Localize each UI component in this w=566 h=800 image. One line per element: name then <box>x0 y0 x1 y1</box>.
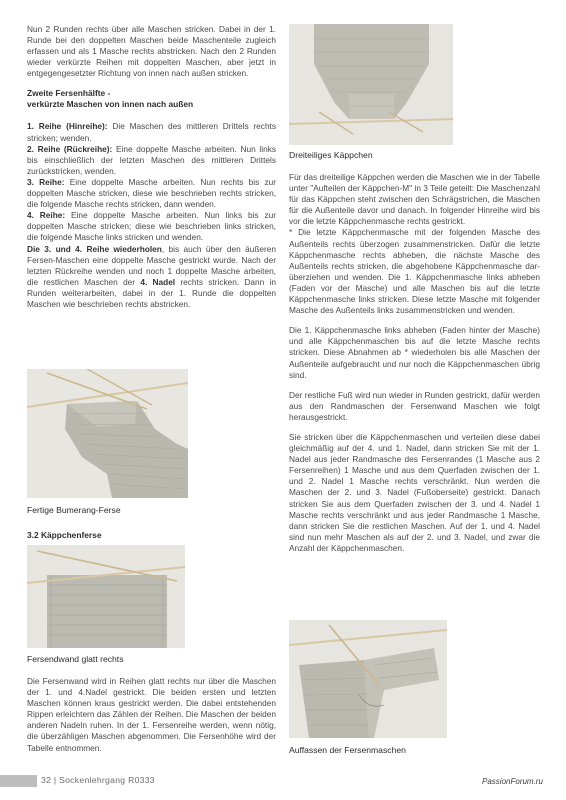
caption-boomerang-heel: Fertige Bumerang-Ferse <box>27 505 121 515</box>
row-1-label: 1. Reihe (Hinreihe): <box>27 121 108 132</box>
row-2 <box>27 144 276 177</box>
row-4 <box>27 210 276 243</box>
three-part-cap-illustration <box>289 24 453 145</box>
caption-heel-wall: Fersendwand glatt rechts <box>27 654 124 664</box>
row-4-text: Eine doppelte Masche arbeiten. Nun links bis zur doppelten Masche stricken; diese wie beschrieben links stricken, die folgende Masche links stricken und wenden. <box>27 210 276 243</box>
row-2-text: Eine doppelte Masche arbeiten. Nun links bis einschließlich der letzten Maschen des mittleren Drittels zurückstricken, wenden. <box>27 143 276 176</box>
right-column-text <box>289 172 540 554</box>
row-repeat-text-a: , bis auch über den äußeren Fersen-Maschen eine doppelte Masche gestrickt wurde. Nach der letzten Rückreihe wenden und noch 1 doppelte Masche arbeiten, die restlichen Maschen der <box>27 243 277 287</box>
photo-boomerang-heel <box>27 369 188 498</box>
heading-line-1: Zweite Fersenhälfte - <box>27 88 111 99</box>
photo-heel-wall <box>27 545 185 648</box>
row-4-label: 4. Reihe: <box>27 210 66 221</box>
watermark: PassionForum.ru <box>482 777 543 786</box>
row-repeat-text-b: rechts stricken. Dann in Runden weiterarbeiten, dabei in der 1. Runde die doppelten Maschen wie beschrieben rechts abstricken. <box>27 276 276 309</box>
right-para-1: Für das dreiteilige Käppchen werden die Maschen wie in der Tabelle unter "Aufteilen der Käppchen-M" in 3 Teile geteilt: Die Maschenzahl für das Käppchen steht zwischen den Schrägstrichen, die Maschen für die Außenteile davor und danach. In folgender Hinreihe wird bis vor die letzte Käppchenmasche rechts gestrickt. <box>289 172 540 227</box>
heading-line-2: verkürzte Maschen von innen nach außen <box>27 99 194 110</box>
photo-three-part-cap <box>289 24 453 145</box>
row-1 <box>27 121 276 143</box>
intro-paragraph: Nun 2 Runden rechts über alle Maschen stricken. Dabei in der 1. Runde bei den doppelten Maschen beide Maschenteile zugleich erfassen und als 1 Masche rechts abstricken. Nach den 2 Runden wieder verkürzte Reihen mit doppelten Maschen, aber jetzt in entgegengesetzter Richtung von innen nach außen stricken. <box>27 24 276 79</box>
caption-picking-up-heel-stitches: Auffassen der Fersenmaschen <box>289 745 406 755</box>
row-instructions <box>27 121 276 310</box>
section-heading-second-heel-half <box>27 88 276 110</box>
right-para-5: Sie stricken über die Käppchenmaschen und verteilen diese dabei gleichmäßig auf der 4. und 1. Nadel, dann stricken Sie mit der 1. Nadel aus jeder Randmasche des Fersenrandes (1 Masche aus 2 Fersenreihen) 1 Masche und aus dem Querfaden zwischen der 1. und 2. Nadel 1 Masche rechts verschränkt. Nun werden die Maschen der 2. und 3. Nadel (Fußoberseite) gestrickt. Danach stricken Sie aus dem Querfaden zwischen der 3. und 4. Nadel 1 Masche rechts verschränkt und aus jeder Randmasche 1 Masche, dann stricken Sie die restlichen Maschen. Auf der 1. und 4. Nadel sind nun mehr Maschen als auf der 2. und 3. Nadel, und zwar die Anzahl der Käppchenmaschen. <box>289 431 540 553</box>
section-heading-kappchenferse: 3.2 Käppchenferse <box>27 530 102 540</box>
photo-picking-up-heel-stitches <box>289 620 447 738</box>
heel-wall-paragraph: Die Fersenwand wird in Reihen glatt rechts nur über die Maschen der 1. und 4.Nadel gestrickt. Die beiden ersten und letzten Maschen können kraus gestrickt werden. Die dabei entstehenden Rippen erleichtern das Zählen der Reihen. Die Maschen der beiden anderen Nadeln ruhen. In der 1. Fersenreihe werden, wenn nötig, die überzähligen Maschen abgenommen. Die Fersenhöhe wird der Tabelle entnommen. <box>27 676 276 753</box>
row-repeat-needle-label: 4. Nadel <box>140 276 176 287</box>
row-1-text: Die Maschen des mittleren Drittels rechts stricken; wenden. <box>27 121 277 143</box>
picking-up-illustration <box>289 620 447 738</box>
boomerang-heel-illustration <box>27 369 188 498</box>
row-3 <box>27 177 276 210</box>
row-3-label: 3. Reihe: <box>27 176 65 187</box>
caption-three-part-cap: Dreiteiliges Käppchen <box>289 150 373 160</box>
right-para-2: * Die letzte Käppchenmasche mit der folgenden Masche des Außenteils rechts überzogen zusammenstricken. Dafür die letzte Käppchenmasche rechts abheben, die nächste Masche des Außenteils rechts stricken, die abgehobene Käppchenmasche dar- überziehen und wenden. Die 1. Käppchenmasche links abheben (Faden vor der Masche) und alle Maschen bis auf die letzte Käppchenmasche links stricken. Diese letzte Masche mit folgender Masche des Außenteils links zusammenstricken und wenden. <box>289 227 540 316</box>
right-para-3: Die 1. Käppchenmasche links abheben (Faden hinter der Masche) und alle Käppchenmaschen bis auf die letzte Masche rechts stricken. Diese Abnahmen ab * wiederholen bis alle Maschen der Außenteile aufgebraucht und nur noch die Käppchenmaschen übrig sind. <box>289 325 540 380</box>
row-repeat-label: Die 3. und 4. Reihe wiederholen <box>27 243 162 254</box>
left-column-top <box>27 24 276 310</box>
heel-wall-illustration <box>27 545 185 648</box>
right-para-4: Der restliche Fuß wird nun wieder in Runden gestrickt, dafür werden aus den Randmaschen der Fersenwand Maschen wie folgt herausgestrickt. <box>289 389 540 422</box>
row-2-label: 2. Reihe (Rückreihe): <box>27 143 113 154</box>
row-repeat <box>27 244 276 311</box>
footer-page-number: 32 | Sockenlehrgang R0333 <box>41 775 155 785</box>
footer-bar <box>0 775 37 787</box>
left-bottom-paragraph <box>27 676 276 754</box>
row-3-text: Eine doppelte Masche arbeiten. Nun rechts bis zur doppelten Masche stricken, diese wie beschrieben rechts stricken, die folgende Masche rechts stricken, dann wenden. <box>27 176 276 210</box>
